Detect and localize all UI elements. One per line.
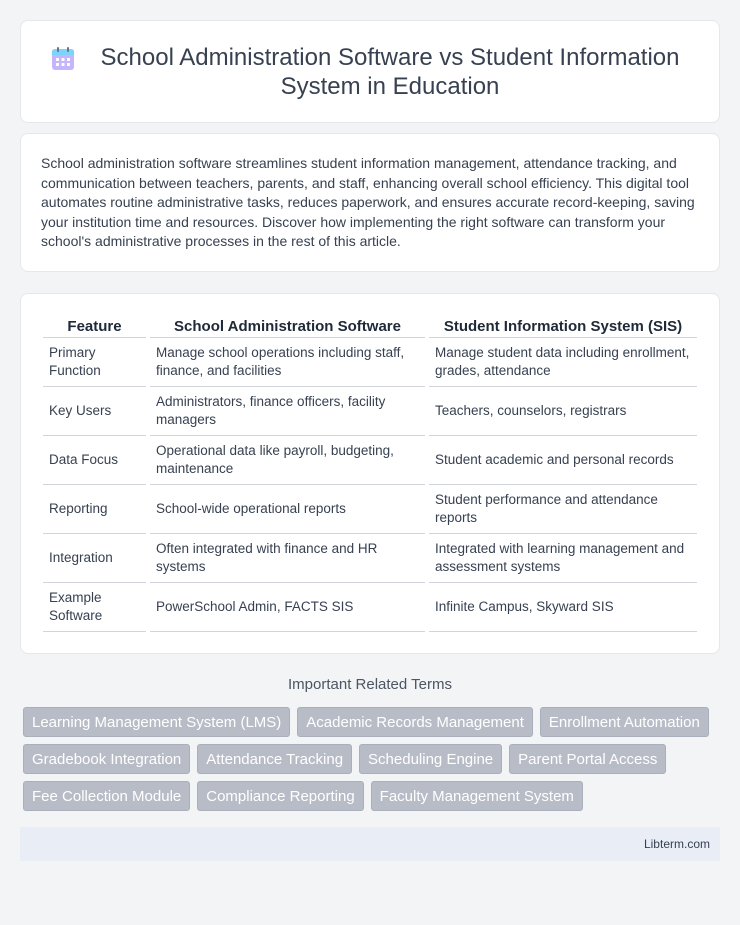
table-cell-feature: Example Software	[43, 583, 146, 632]
related-term-tag[interactable]: Learning Management System (LMS)	[23, 707, 290, 737]
header-sis: Student Information System (SIS)	[429, 316, 697, 338]
footer-site-link[interactable]: Libterm.com	[643, 837, 710, 851]
table-cell: Student performance and attendance reports	[429, 485, 697, 534]
table-row	[43, 485, 697, 534]
intro-card	[20, 133, 720, 272]
related-term-tag[interactable]: Fee Collection Module	[23, 781, 190, 811]
related-term-tag[interactable]: Compliance Reporting	[197, 781, 363, 811]
related-term-tag[interactable]: Faculty Management System	[371, 781, 583, 811]
table-row	[43, 583, 697, 632]
related-term-tag[interactable]: Attendance Tracking	[197, 744, 352, 774]
table-cell-feature: Integration	[43, 534, 146, 583]
table-cell: Student academic and personal records	[429, 436, 697, 485]
table-cell: Teachers, counselors, registrars	[429, 387, 697, 436]
related-terms-list	[20, 707, 720, 811]
table-row	[43, 338, 697, 387]
intro-paragraph: School administration software streamlines student information management, attendance tracking, and communication between teachers, parents, and staff, enhancing overall school efficiency. This digital tool automates routine administrative tasks, reduces paperwork, and ensures accurate record-keeping, saving your institution time and resources. Discover how implementing the right software can transform your school's administrative processes in the rest of this article.	[41, 155, 695, 249]
table-cell: PowerSchool Admin, FACTS SIS	[150, 583, 425, 632]
table-cell: Often integrated with finance and HR systems	[150, 534, 425, 583]
header-school-admin: School Administration Software	[150, 316, 425, 338]
table-cell-feature: Primary Function	[43, 338, 146, 387]
comparison-table-card	[20, 293, 720, 654]
related-term-tag[interactable]: Gradebook Integration	[23, 744, 190, 774]
table-row	[43, 534, 697, 583]
table-cell: Integrated with learning management and assessment systems	[429, 534, 697, 583]
table-cell: Administrators, finance officers, facility managers	[150, 387, 425, 436]
table-cell: Manage school operations including staff, finance, and facilities	[150, 338, 425, 387]
related-term-tag[interactable]: Scheduling Engine	[359, 744, 502, 774]
calendar-icon	[50, 46, 76, 72]
header-card	[20, 20, 720, 123]
table-cell: Operational data like payroll, budgeting, maintenance	[150, 436, 425, 485]
table-cell: Infinite Campus, Skyward SIS	[429, 583, 697, 632]
header-feature: Feature	[43, 316, 146, 338]
related-term-tag[interactable]: Academic Records Management	[297, 707, 533, 737]
related-term-tag[interactable]: Enrollment Automation	[540, 707, 709, 737]
footer	[20, 827, 720, 861]
related-terms-title: Important Related Terms	[288, 676, 452, 693]
page-title: School Administration Software vs Student Information System in Education	[100, 43, 680, 100]
table-row	[43, 436, 697, 485]
table-cell: Manage student data including enrollment, grades, attendance	[429, 338, 697, 387]
table-header-row	[43, 316, 697, 338]
table-cell-feature: Reporting	[43, 485, 146, 534]
table-cell-feature: Key Users	[43, 387, 146, 436]
table-cell-feature: Data Focus	[43, 436, 146, 485]
comparison-table	[39, 316, 701, 632]
table-cell: School-wide operational reports	[150, 485, 425, 534]
table-row	[43, 387, 697, 436]
related-term-tag[interactable]: Parent Portal Access	[509, 744, 666, 774]
